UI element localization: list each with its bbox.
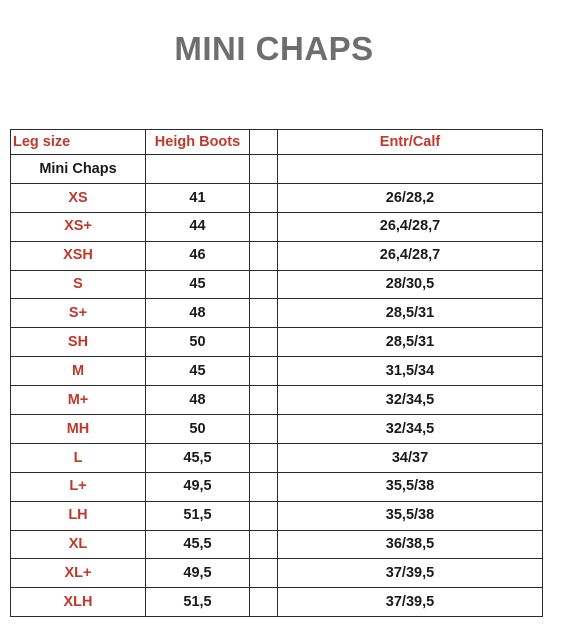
table-row	[11, 588, 543, 617]
boot-height-cell: 41	[146, 183, 250, 212]
boot-height-cell: 50	[146, 328, 250, 357]
leg-size-cell: LH	[11, 501, 146, 530]
table-row	[11, 530, 543, 559]
header-heigh-boots: Heigh Boots	[146, 130, 250, 155]
boot-height-cell: 45	[146, 357, 250, 386]
entr-calf-cell: 26/28,2	[278, 183, 543, 212]
header-leg-size: Leg size	[11, 130, 146, 155]
table-row	[11, 212, 543, 241]
section-empty-cell	[278, 155, 543, 184]
leg-size-cell: S	[11, 270, 146, 299]
leg-size-cell: XL	[11, 530, 146, 559]
boot-height-cell: 44	[146, 212, 250, 241]
leg-size-cell: XL+	[11, 559, 146, 588]
entr-calf-cell: 26,4/28,7	[278, 212, 543, 241]
leg-size-cell: L	[11, 443, 146, 472]
boot-height-cell: 45,5	[146, 443, 250, 472]
entr-calf-cell: 28,5/31	[278, 299, 543, 328]
spacer-cell	[250, 443, 278, 472]
size-chart-table	[10, 129, 543, 617]
table-row	[11, 328, 543, 357]
spacer-cell	[250, 270, 278, 299]
section-empty-cell	[146, 155, 250, 184]
entr-calf-cell: 31,5/34	[278, 357, 543, 386]
table-row	[11, 472, 543, 501]
entr-calf-cell: 36/38,5	[278, 530, 543, 559]
table-row	[11, 443, 543, 472]
spacer-cell	[250, 241, 278, 270]
header-entr-calf: Entr/Calf	[278, 130, 543, 155]
section-label: Mini Chaps	[11, 155, 146, 184]
entr-calf-cell: 26,4/28,7	[278, 241, 543, 270]
entr-calf-cell: 37/39,5	[278, 588, 543, 617]
header-row	[11, 130, 543, 155]
table-row	[11, 501, 543, 530]
leg-size-cell: XS+	[11, 212, 146, 241]
entr-calf-cell: 35,5/38	[278, 501, 543, 530]
leg-size-cell: XSH	[11, 241, 146, 270]
boot-height-cell: 45	[146, 270, 250, 299]
spacer-cell	[250, 559, 278, 588]
entr-calf-cell: 32/34,5	[278, 415, 543, 444]
section-empty-cell	[250, 155, 278, 184]
entr-calf-cell: 34/37	[278, 443, 543, 472]
table-row	[11, 415, 543, 444]
boot-height-cell: 48	[146, 299, 250, 328]
section-row	[11, 155, 543, 184]
boot-height-cell: 51,5	[146, 501, 250, 530]
boot-height-cell: 45,5	[146, 530, 250, 559]
spacer-cell	[250, 299, 278, 328]
table-row	[11, 241, 543, 270]
entr-calf-cell: 28/30,5	[278, 270, 543, 299]
spacer-cell	[250, 501, 278, 530]
spacer-cell	[250, 386, 278, 415]
leg-size-cell: SH	[11, 328, 146, 357]
entr-calf-cell: 37/39,5	[278, 559, 543, 588]
entr-calf-cell: 32/34,5	[278, 386, 543, 415]
boot-height-cell: 49,5	[146, 472, 250, 501]
spacer-cell	[250, 530, 278, 559]
table-row	[11, 559, 543, 588]
table-row	[11, 299, 543, 328]
entr-calf-cell: 35,5/38	[278, 472, 543, 501]
entr-calf-cell: 28,5/31	[278, 328, 543, 357]
spacer-cell	[250, 357, 278, 386]
table-row	[11, 357, 543, 386]
boot-height-cell: 50	[146, 415, 250, 444]
leg-size-cell: MH	[11, 415, 146, 444]
boot-height-cell: 48	[146, 386, 250, 415]
table-row	[11, 386, 543, 415]
leg-size-cell: S+	[11, 299, 146, 328]
leg-size-cell: M	[11, 357, 146, 386]
spacer-cell	[250, 415, 278, 444]
header-spacer	[250, 130, 278, 155]
spacer-cell	[250, 588, 278, 617]
leg-size-cell: XS	[11, 183, 146, 212]
leg-size-cell: XLH	[11, 588, 146, 617]
spacer-cell	[250, 328, 278, 357]
leg-size-cell: M+	[11, 386, 146, 415]
spacer-cell	[250, 212, 278, 241]
boot-height-cell: 49,5	[146, 559, 250, 588]
table-row	[11, 183, 543, 212]
leg-size-cell: L+	[11, 472, 146, 501]
boot-height-cell: 46	[146, 241, 250, 270]
page-title: MINI CHAPS	[174, 30, 374, 67]
table-row	[11, 270, 543, 299]
boot-height-cell: 51,5	[146, 588, 250, 617]
spacer-cell	[250, 183, 278, 212]
spacer-cell	[250, 472, 278, 501]
